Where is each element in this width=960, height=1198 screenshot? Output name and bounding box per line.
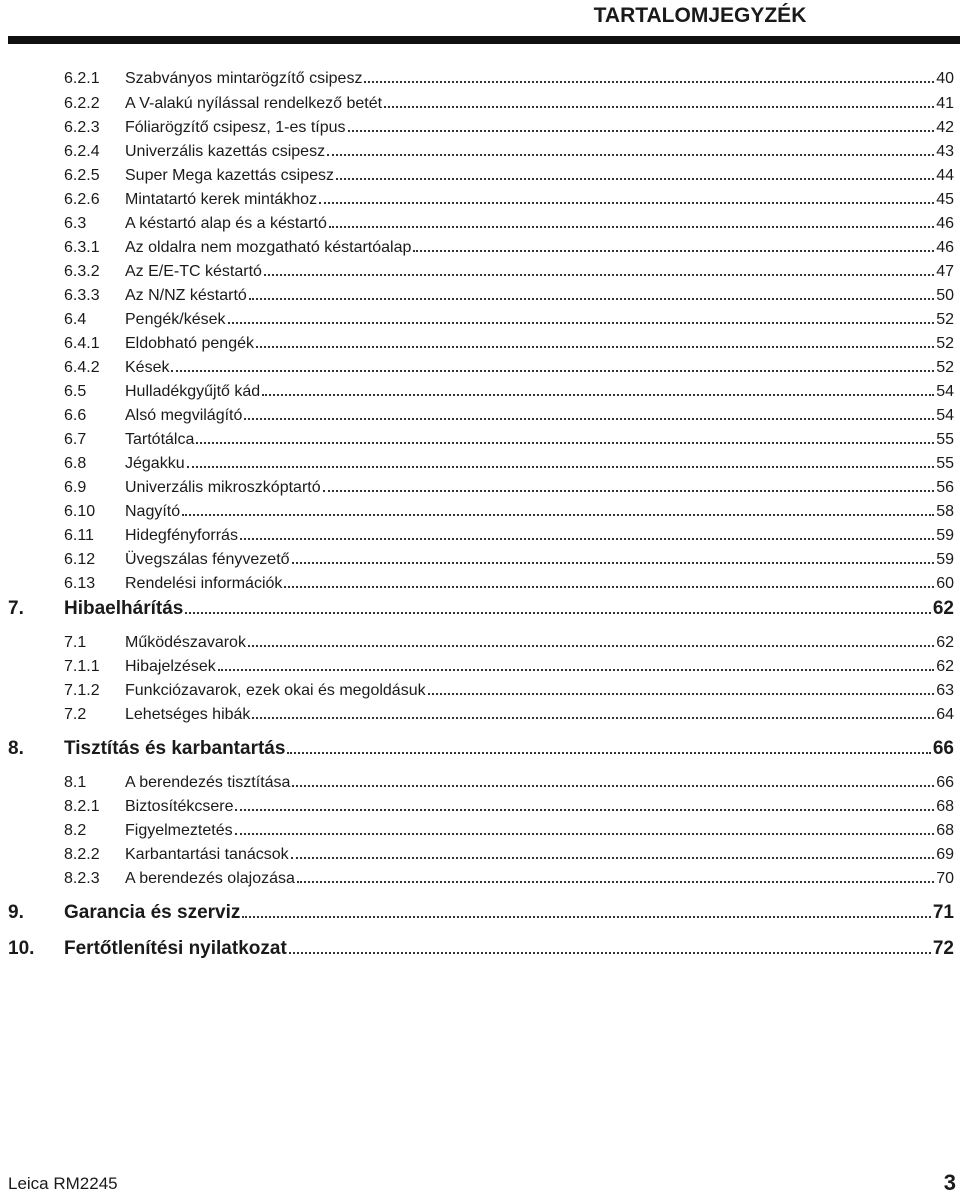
toc-entry-title: Univerzális mikroszkóptartó	[125, 479, 321, 496]
toc-entry[interactable]	[8, 938, 954, 960]
toc-dot-leader	[327, 154, 934, 156]
toc-dot-leader	[240, 538, 934, 540]
toc-entry[interactable]	[64, 503, 954, 521]
toc-entry-number: 6.5	[64, 383, 87, 400]
toc-entry[interactable]	[64, 143, 954, 161]
toc-entry-title: Lehetséges hibák	[125, 706, 251, 723]
toc-entry-number: 6.4	[64, 311, 87, 328]
toc-entry-page: 44	[936, 167, 954, 184]
toc-entry-title: Alsó megvilágító	[125, 407, 243, 424]
toc-dot-leader	[329, 226, 934, 228]
toc-entry[interactable]	[64, 846, 954, 864]
toc-dot-leader	[289, 952, 931, 954]
toc-dot-leader	[292, 785, 934, 787]
toc-entry-page: 62	[936, 658, 954, 675]
toc-dot-leader	[196, 442, 934, 444]
toc-entry-page: 52	[936, 335, 954, 352]
toc-entry-number: 7.1	[64, 634, 87, 651]
toc-entry-page: 52	[936, 311, 954, 328]
toc-entry-title: Eldobható pengék	[125, 335, 254, 352]
toc-entry-title: Super Mega kazettás csipesz	[125, 167, 334, 184]
toc-entry-number: 6.3.2	[64, 263, 100, 280]
toc-dot-leader	[348, 130, 935, 132]
toc-entry-number: 6.4.2	[64, 359, 100, 376]
toc-entry-page: 46	[936, 239, 954, 256]
toc-entry-page: 43	[936, 143, 954, 160]
toc-entry-title: Figyelmeztetés	[125, 822, 233, 839]
toc-entry[interactable]	[64, 634, 954, 652]
toc-entry-number: 6.3.3	[64, 287, 100, 304]
toc-dot-leader	[297, 881, 934, 883]
toc-entry-title: Nagyító	[125, 503, 181, 520]
toc-entry-page: 71	[932, 902, 954, 923]
toc-entry-number: 6.2.6	[64, 191, 100, 208]
toc-entry-page: 54	[936, 383, 954, 400]
toc-entry-number: 8.1	[64, 774, 87, 791]
toc-dot-leader	[182, 514, 934, 516]
toc-entry[interactable]	[64, 682, 954, 700]
toc-entry[interactable]	[64, 191, 954, 209]
toc-dot-leader	[413, 250, 934, 252]
toc-entry[interactable]	[64, 870, 954, 888]
toc-entry-title: Tartótálca	[125, 431, 195, 448]
toc-entry[interactable]	[64, 167, 954, 185]
toc-entry-page: 42	[936, 119, 954, 136]
toc-entry[interactable]	[8, 902, 954, 924]
toc-entry-page: 47	[936, 263, 954, 280]
toc-dot-leader	[262, 394, 934, 396]
toc-entry-title: Tisztítás és karbantartás	[64, 738, 286, 759]
toc-entry-page: 56	[936, 479, 954, 496]
toc-entry-title: Hidegfényforrás	[125, 527, 238, 544]
toc-entry-title: Szabványos mintarögzítő csipesz	[125, 70, 363, 87]
toc-entry-page: 54	[936, 407, 954, 424]
toc-dot-leader	[218, 669, 934, 671]
toc-entry-page: 52	[936, 359, 954, 376]
toc-entry-page: 60	[936, 575, 954, 592]
toc-entry-number: 6.2.2	[64, 95, 100, 112]
toc-entry-title: Fertőtlenítési nyilatkozat	[64, 938, 287, 959]
toc-entry-page: 66	[932, 738, 954, 759]
toc-entry-title: Működészavarok	[125, 634, 246, 651]
toc-entry-number: 6.7	[64, 431, 87, 448]
toc-entry[interactable]	[64, 335, 954, 353]
toc-entry-title: Biztosítékcsere	[125, 798, 234, 815]
toc-entry-title: Jégakku	[125, 455, 185, 472]
toc-entry-number: 10.	[8, 938, 35, 959]
toc-dot-leader	[284, 586, 934, 588]
toc-entry-number: 9.	[8, 902, 24, 923]
toc-entry-number: 7.1.2	[64, 682, 100, 699]
toc-dot-leader	[187, 466, 935, 468]
toc-entry-page: 68	[936, 822, 954, 839]
toc-entry[interactable]	[64, 311, 954, 329]
toc-entry[interactable]	[64, 431, 954, 449]
toc-dot-leader	[171, 370, 934, 372]
toc-entry-page: 40	[936, 70, 954, 87]
toc-entry[interactable]	[64, 239, 954, 257]
toc-entry[interactable]	[64, 706, 954, 724]
toc-entry-number: 6.4.1	[64, 335, 100, 352]
toc-entry[interactable]	[64, 774, 954, 792]
toc-entry-title: Hulladékgyűjtő kád	[125, 383, 261, 400]
toc-dot-leader	[248, 645, 934, 647]
toc-entry-number: 8.2.2	[64, 846, 100, 863]
toc-entry-title: Mintatartó kerek mintákhoz	[125, 191, 318, 208]
toc-entry-page: 45	[936, 191, 954, 208]
toc-entry-page: 66	[936, 774, 954, 791]
toc-entry-number: 6.2.5	[64, 167, 100, 184]
toc-dot-leader	[323, 490, 935, 492]
toc-entry-page: 46	[936, 215, 954, 232]
toc-entry[interactable]	[64, 527, 954, 545]
toc-entry-title: A berendezés tisztítása	[125, 774, 291, 791]
toc-entry-page: 58	[936, 503, 954, 520]
toc-entry-number: 7.2	[64, 706, 87, 723]
toc-dot-leader	[235, 833, 935, 835]
toc-entry-page: 59	[936, 527, 954, 544]
toc-entry[interactable]	[64, 359, 954, 377]
toc-entry-number: 6.3.1	[64, 239, 100, 256]
toc-entry-number: 6.9	[64, 479, 87, 496]
toc-entry-number: 6.10	[64, 503, 96, 520]
toc-entry-number: 8.	[8, 738, 24, 759]
toc-entry-title: Kések	[125, 359, 170, 376]
toc-entry[interactable]	[64, 383, 954, 401]
toc-entry-title: Az oldalra nem mozgatható késtartóalap	[125, 239, 412, 256]
toc-entry[interactable]	[64, 119, 954, 137]
toc-entry-page: 68	[936, 798, 954, 815]
toc-entry-title: A berendezés olajozása	[125, 870, 295, 887]
toc-entry-number: 8.2.1	[64, 798, 100, 815]
toc-entry-number: 8.2.3	[64, 870, 100, 887]
header-rule	[8, 36, 960, 44]
toc-entry-page: 69	[936, 846, 954, 863]
toc-entry-title: Hibaelhárítás	[64, 598, 184, 619]
toc-dot-leader	[336, 178, 934, 180]
toc-entry-number: 8.2	[64, 822, 87, 839]
toc-entry[interactable]	[64, 479, 954, 497]
toc-dot-leader	[228, 322, 935, 324]
toc-entry-number: 6.2.3	[64, 119, 100, 136]
footer-page-number: 3	[943, 1170, 956, 1195]
toc-entry-title: Hibajelzések	[125, 658, 216, 675]
toc-entry-number: 6.11	[64, 527, 94, 544]
toc-entry[interactable]	[64, 70, 954, 88]
toc-entry[interactable]	[64, 658, 954, 676]
toc-entry[interactable]	[64, 263, 954, 281]
toc-dot-leader	[244, 418, 934, 420]
toc-entry-title: A késtartó alap és a késtartó	[125, 215, 327, 232]
toc-entry-number: 6.8	[64, 455, 87, 472]
toc-dot-leader	[319, 202, 934, 204]
toc-entry-number: 6.3	[64, 215, 87, 232]
footer-product: Leica RM2245	[8, 1174, 118, 1193]
toc-entry-title: Az E/E-TC késtartó	[125, 263, 262, 280]
toc-entry-page: 41	[936, 95, 954, 112]
toc-entry[interactable]	[64, 575, 954, 593]
toc-dot-leader	[235, 809, 934, 811]
toc-entry-title: A V-alakú nyílással rendelkező betét	[125, 95, 383, 112]
toc-dot-leader	[249, 298, 934, 300]
toc-dot-leader	[384, 106, 934, 108]
toc-entry-page: 64	[936, 706, 954, 723]
toc-dot-leader	[287, 752, 930, 754]
toc-entry-page: 72	[932, 938, 954, 959]
toc-entry-page: 50	[936, 287, 954, 304]
toc-entry[interactable]	[64, 407, 954, 425]
page-title: TARTALOMJEGYZÉK	[593, 4, 807, 27]
toc-entry[interactable]	[64, 455, 954, 473]
toc-entry-title: Fóliarögzítő csipesz, 1-es típus	[125, 119, 346, 136]
toc-entry-page: 70	[936, 870, 954, 887]
toc-entry-page: 55	[936, 431, 954, 448]
toc-entry[interactable]	[64, 95, 954, 113]
toc-dot-leader	[364, 81, 934, 83]
toc-entry-page: 62	[932, 598, 954, 619]
toc-entry[interactable]	[8, 598, 954, 620]
toc-dot-leader	[292, 562, 935, 564]
toc-entry-title: Univerzális kazettás csipesz	[125, 143, 326, 160]
toc-entry-number: 7.1.1	[64, 658, 100, 675]
toc-entry[interactable]	[64, 822, 954, 840]
toc-entry-title: Üvegszálas fényvezető	[125, 551, 290, 568]
toc-entry-number: 6.6	[64, 407, 87, 424]
toc-entry[interactable]	[64, 551, 954, 569]
toc-dot-leader	[242, 916, 930, 918]
toc-entry-page: 59	[936, 551, 954, 568]
toc-dot-leader	[256, 346, 934, 348]
toc-entry-number: 6.2.1	[64, 70, 100, 87]
toc-dot-leader	[428, 693, 935, 695]
toc-entry[interactable]	[8, 738, 954, 760]
toc-entry-page: 63	[936, 682, 954, 699]
toc-entry-page: 62	[936, 634, 954, 651]
toc-dot-leader	[291, 857, 935, 859]
toc-entry-title: Funkciózavarok, ezek okai és megoldásuk	[125, 682, 426, 699]
toc-entry-page: 55	[936, 455, 954, 472]
toc-entry-title: Az N/NZ késtartó	[125, 287, 247, 304]
toc-entry-title: Pengék/kések	[125, 311, 226, 328]
toc-dot-leader	[252, 717, 934, 719]
toc-entry-title: Karbantartási tanácsok	[125, 846, 289, 863]
toc-entry[interactable]	[64, 215, 954, 233]
toc-entry-number: 6.13	[64, 575, 96, 592]
toc-entry[interactable]	[64, 798, 954, 816]
toc-entry-number: 6.12	[64, 551, 96, 568]
toc-dot-leader	[185, 612, 931, 614]
toc-entry-number: 7.	[8, 598, 24, 619]
toc-entry-title: Rendelési információk	[125, 575, 283, 592]
toc-dot-leader	[264, 274, 934, 276]
toc-entry[interactable]	[64, 287, 954, 305]
toc-entry-title: Garancia és szerviz	[64, 902, 241, 923]
toc-entry-number: 6.2.4	[64, 143, 100, 160]
